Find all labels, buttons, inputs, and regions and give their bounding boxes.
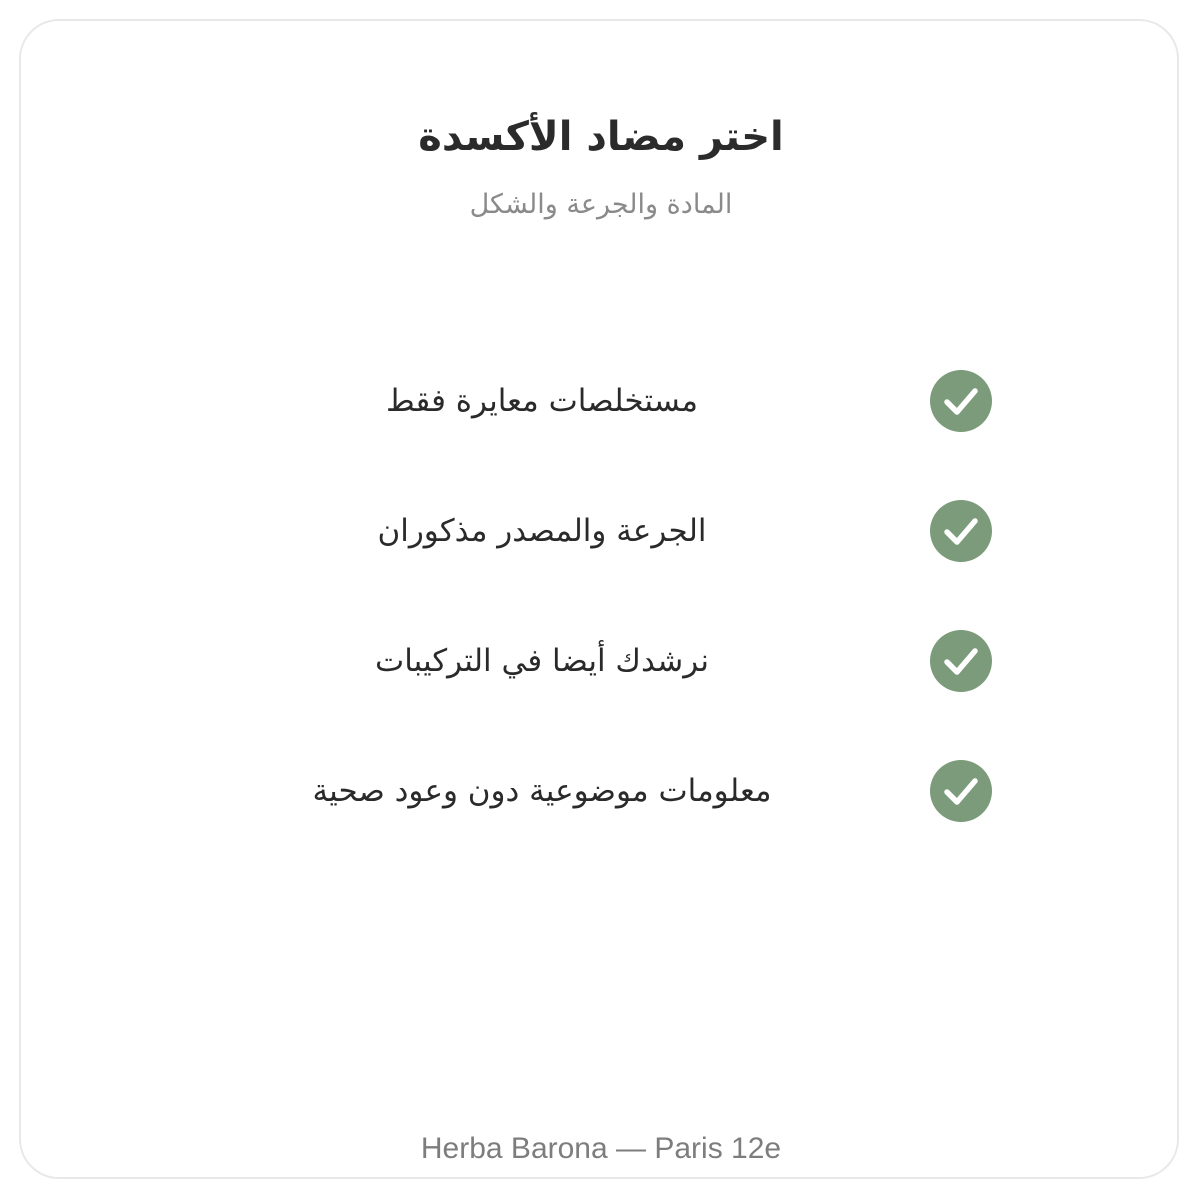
checkmark-icon	[930, 500, 992, 562]
checkmark-icon	[930, 630, 992, 692]
feature-label: الجرعة والمصدر مذكوران	[377, 513, 707, 549]
footer-text: Herba Barona — Paris 12e	[420, 1132, 782, 1165]
feature-label: مستخلصات معايرة فقط	[385, 383, 698, 419]
page-subtitle: المادة والجرعة والشكل	[469, 189, 733, 220]
card	[19, 19, 1179, 1179]
feature-item	[21, 760, 1181, 822]
checkmark-icon	[930, 760, 992, 822]
feature-label: نرشدك أيضا في التركيبات	[375, 643, 709, 679]
page-title: اختر مضاد الأكسدة	[418, 114, 784, 160]
feature-label: معلومات موضوعية دون وعود صحية	[312, 773, 772, 809]
feature-item	[21, 370, 1181, 432]
feature-item	[21, 630, 1181, 692]
feature-item	[21, 500, 1181, 562]
checkmark-icon	[930, 370, 992, 432]
